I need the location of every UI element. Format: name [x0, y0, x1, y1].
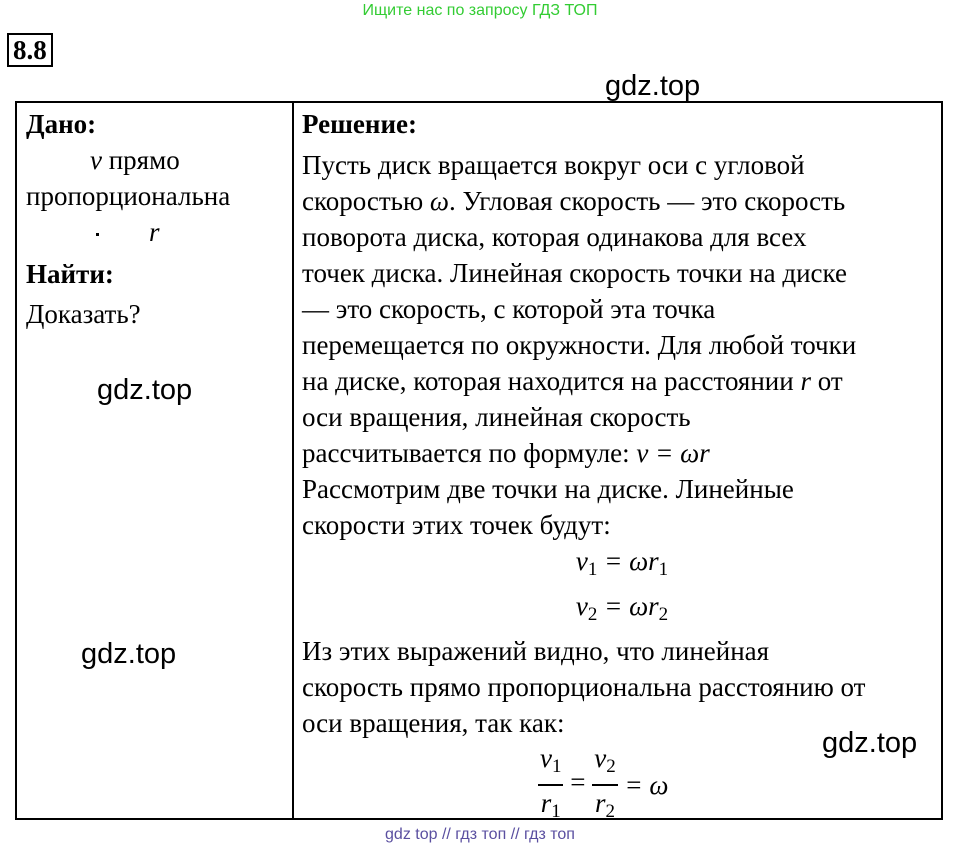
find-heading: Найти:	[26, 259, 114, 289]
r-symbol: r	[800, 366, 811, 396]
given-line-3	[26, 214, 288, 250]
given-line-1-text: прямо	[101, 145, 180, 175]
solution-line-12: Из этих выражений видно, что линейная	[302, 636, 770, 666]
omega-symbol: ω	[429, 186, 449, 216]
find-text: Доказать?	[26, 299, 141, 329]
equals-sign: =	[563, 767, 593, 798]
solution-line-8: оси вращения, линейная скорость	[302, 402, 691, 432]
top-banner: Ищите нас по запросу ГДЗ ТОП	[362, 2, 598, 19]
fraction-1-denominator	[538, 786, 563, 829]
solution-line-10: Рассмотрим две точки на диске. Линейные	[302, 474, 794, 504]
equation-1	[302, 543, 942, 588]
frac2-den-sub: 2	[605, 801, 615, 822]
eq2-rhs: = ωr	[597, 591, 659, 621]
problem-number: 8.8	[7, 33, 53, 67]
frac1-den-sub: 1	[551, 801, 561, 822]
solution-text: на диске, которая находится на расстоянии	[302, 366, 801, 396]
solution-line-1: Пусть диск вращается вокруг оси с угловой	[302, 150, 805, 180]
given-var-v: v	[90, 145, 102, 175]
given-column	[26, 103, 288, 332]
eq2-sub: 2	[587, 604, 598, 625]
solution-text: рассчитывается по формуле:	[302, 438, 637, 468]
formula-main: v = ωr	[636, 438, 710, 468]
solution-line-4: точек диска. Линейная скорость точки на диске	[302, 258, 847, 288]
equation-2	[302, 588, 942, 633]
fraction-2	[592, 741, 617, 829]
solution-line-11: скорости этих точек будут:	[302, 510, 611, 540]
eq2-rsub: 2	[658, 604, 669, 625]
solution-line-7	[302, 363, 942, 399]
solution-line-9	[302, 435, 942, 471]
eq1-rhs: = ωr	[597, 546, 659, 576]
eq1-rsub: 1	[658, 559, 669, 580]
frac1-num: v	[540, 743, 552, 773]
eq1-sub: 1	[587, 559, 598, 580]
given-line-1	[26, 142, 288, 178]
frac1-den: r	[540, 788, 552, 818]
eq2-lhs: v	[575, 591, 588, 621]
fraction-2-denominator	[592, 786, 617, 829]
frac2-num-sub: 2	[606, 756, 616, 777]
solution-line-6: перемещается по окружности. Для любой точки	[302, 330, 857, 360]
frac2-num: v	[594, 743, 607, 773]
solution-line-5: — это скорость, с которой эта точка	[302, 294, 716, 324]
solution-heading: Решение:	[302, 109, 417, 139]
frac2-den: r	[594, 788, 606, 818]
eq1-lhs: v	[575, 546, 588, 576]
fraction-1-numerator	[538, 741, 563, 786]
solution-text: от	[810, 366, 843, 396]
watermark-left-1: gdz.top	[97, 374, 193, 406]
column-divider	[292, 103, 294, 818]
solution-table	[15, 101, 943, 820]
watermark-top: gdz.top	[605, 70, 701, 102]
solution-line-3: поворота диска, которая одинакова для всех	[302, 222, 807, 252]
solution-line-14: оси вращения, так как:	[302, 708, 565, 738]
fraction-2-numerator	[592, 741, 617, 786]
solution-line-13: скорость прямо пропорциональна расстоянию от	[302, 672, 866, 702]
fraction-tail: = ω	[617, 770, 669, 800]
watermark-left-2: gdz.top	[81, 638, 177, 670]
given-dot	[96, 233, 99, 236]
fraction-1	[538, 741, 563, 829]
given-var-r: r	[149, 217, 160, 247]
solution-text: скоростью	[302, 186, 430, 216]
given-heading: Дано:	[26, 109, 97, 139]
footer: gdz top // гдз топ // гдз топ	[385, 826, 575, 843]
solution-text: . Угловая скорость — это скорость	[449, 186, 846, 216]
watermark-right: gdz.top	[822, 727, 918, 759]
frac1-num-sub: 1	[551, 756, 562, 777]
given-line-2: пропорциональна	[26, 181, 231, 211]
solution-column	[302, 103, 942, 829]
solution-line-2	[302, 183, 942, 219]
